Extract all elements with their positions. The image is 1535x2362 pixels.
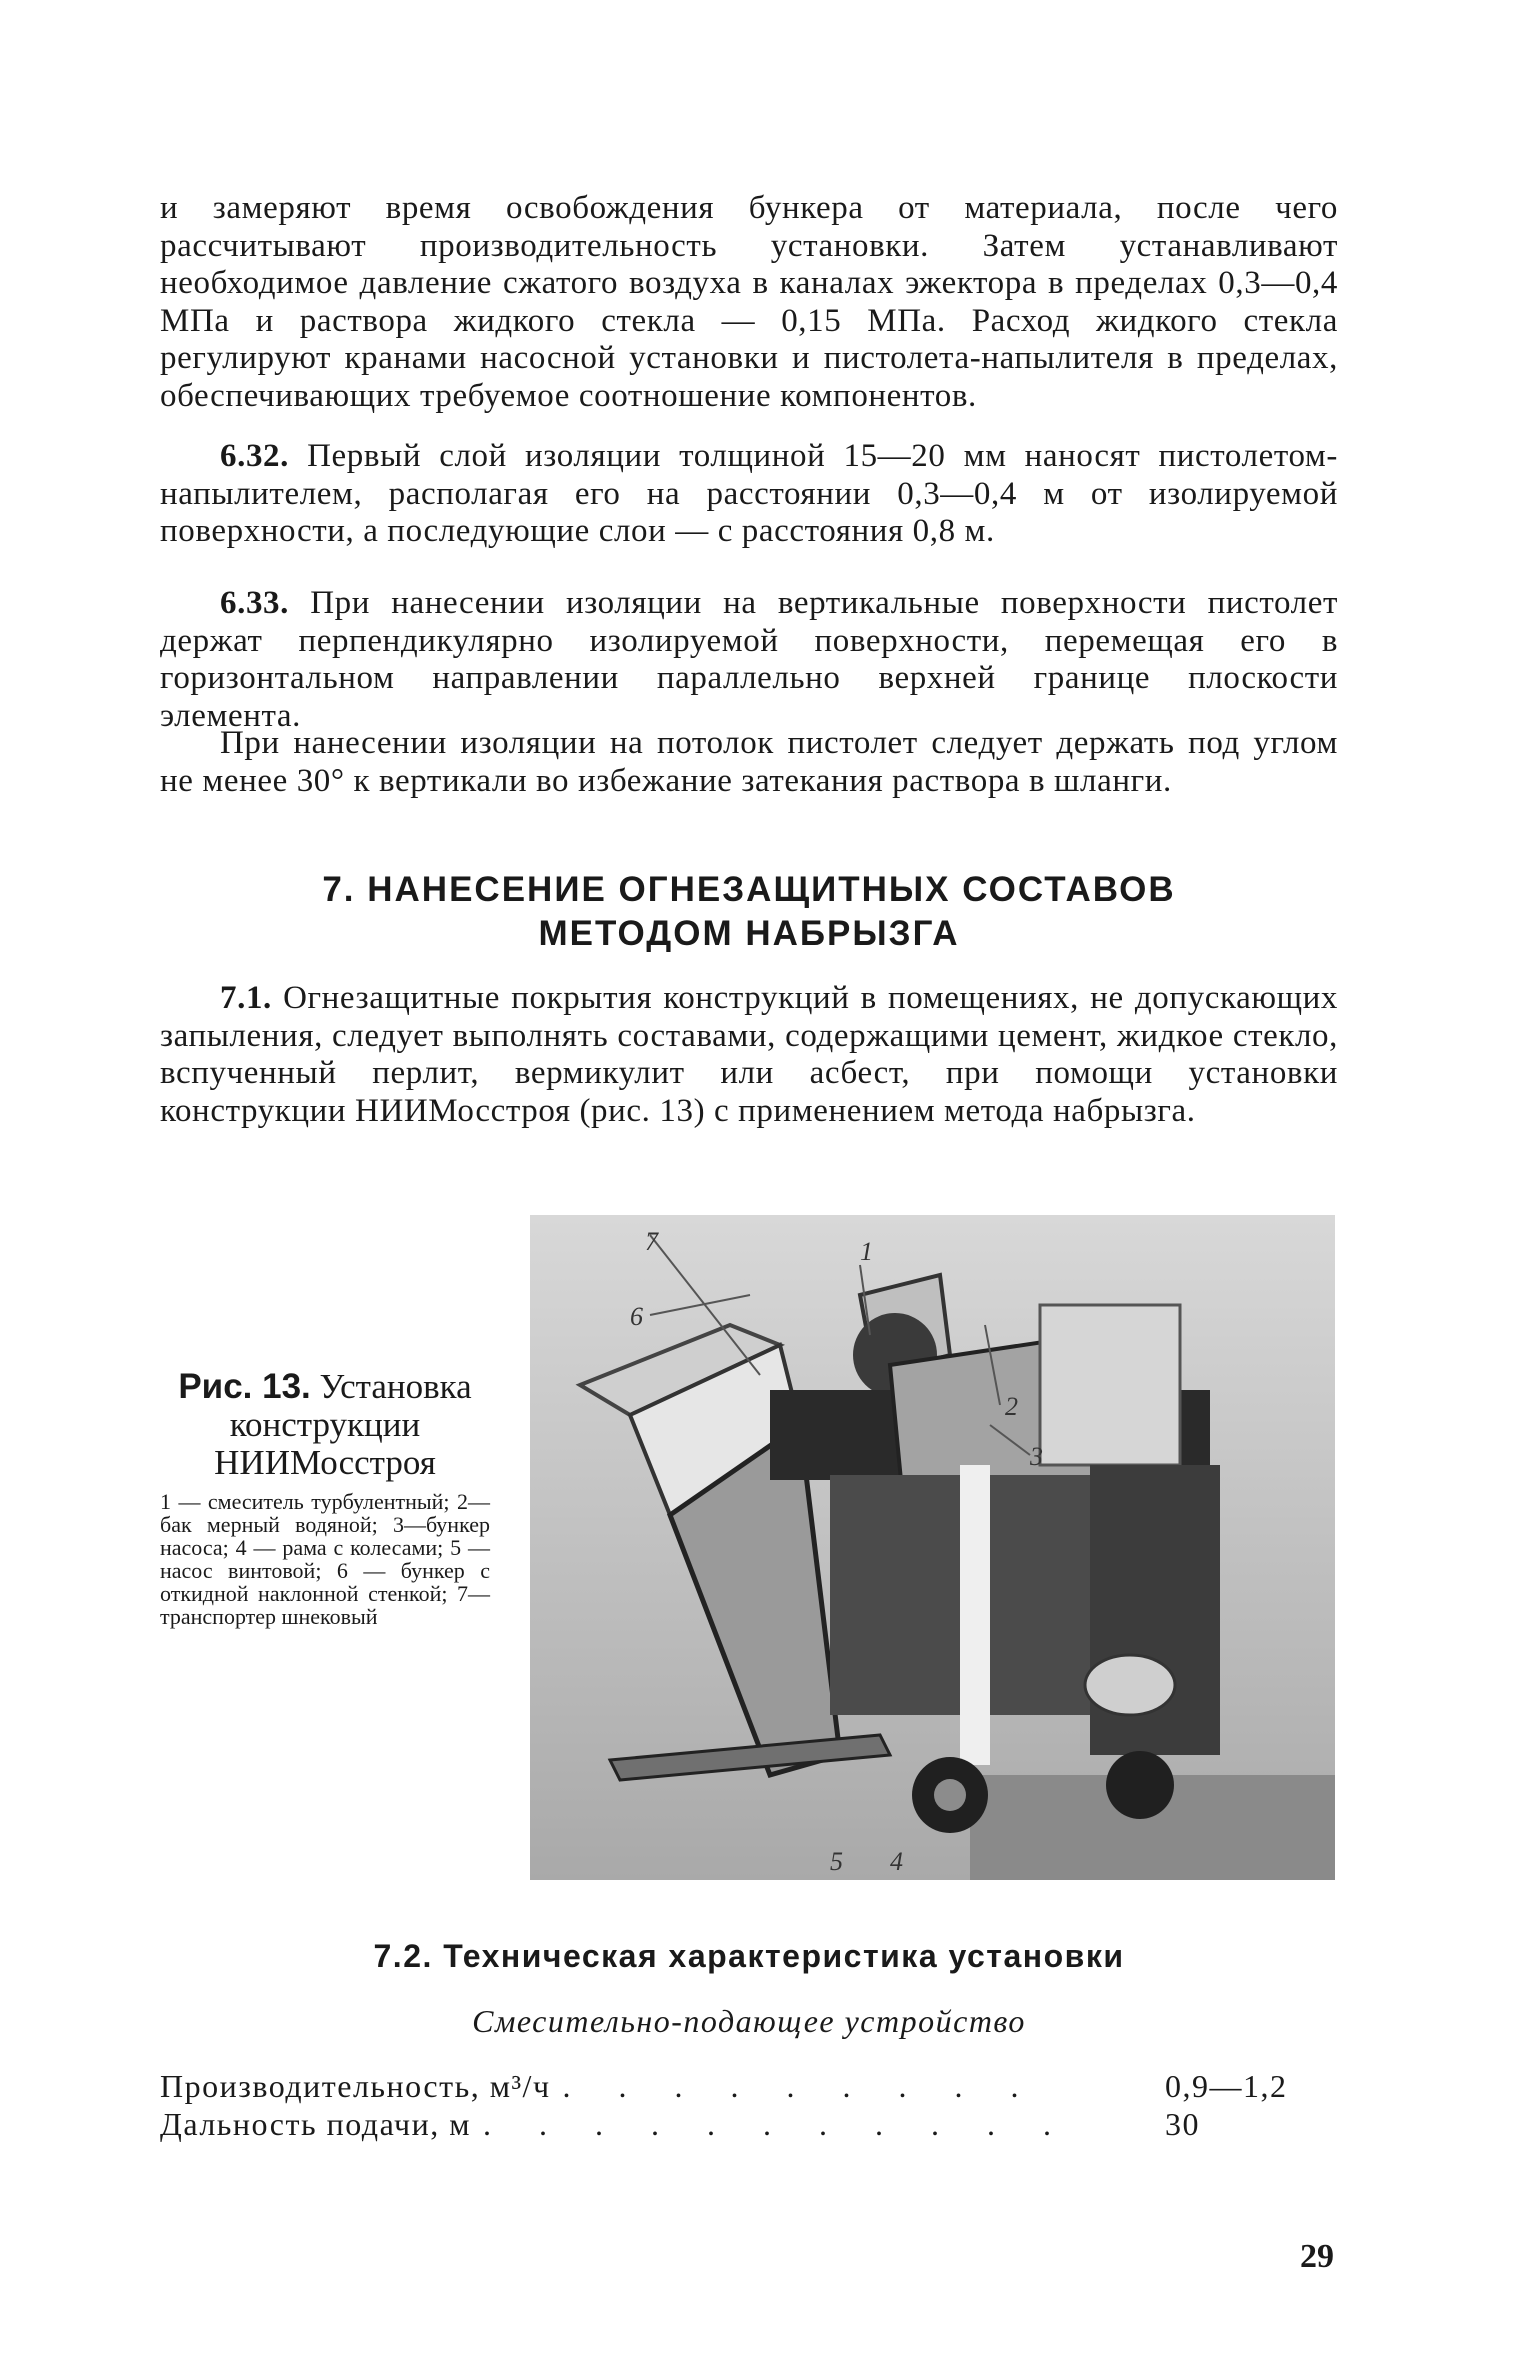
specs-subheading: Смесительно-подающее устройство [472, 2003, 1026, 2039]
callout-1: 1 [860, 1237, 873, 1266]
figure-legend: 1 — смеситель турбулентный; 2—бак мерный водяной; 3—бункер насоса; 4 — рама с колесами; 5 — насос винтовой; 6 — бункер с откидной наклонной стенкой; 7— транспортер шнековый [160, 1489, 490, 1629]
spec-label: Производительность, м³/ч [160, 2068, 551, 2104]
paragraph-6-32 [160, 438, 1338, 551]
spec-leader-dots: . . . . . . . . . [562, 2068, 1039, 2104]
clause-text: Огнезащитные покрытия конструкций в помещениях, не допускающих запыления, следует выполнять составами, содержащими цемент, жидкое стекло, вспученный перлит, вермикулит или асбест, при помощи установки конструкции НИИМосстроя (рис. 13) с применением метода набрызга. [160, 980, 1338, 1129]
paragraph-6-33 [160, 585, 1338, 735]
clause-text: Первый слой изоляции толщиной 15—20 мм наносят пистолетом-напылителем, располагая его на расстоянии 0,3—0,4 м от изолируемой поверхности, а последующие слои — с расстояния 0,8 м. [160, 438, 1338, 549]
callout-5: 5 [830, 1847, 843, 1876]
water-tank-2 [1040, 1305, 1180, 1465]
callout-3: 3 [1030, 1442, 1043, 1471]
spec-row [160, 2106, 1340, 2146]
figure-title: Установка конструкции НИИМосстроя [214, 1367, 472, 1482]
spec-label: Дальность подачи, м [160, 2106, 471, 2142]
figure-caption [160, 1368, 490, 1482]
paragraph-ceiling: При нанесении изоляции на потолок пистолет следует держать под углом не менее 30° к вертикали во избежание затекания раствора в шланги. [160, 725, 1338, 799]
spec-row [160, 2068, 1340, 2108]
spec-value: 30 [1165, 2106, 1200, 2142]
wheel-right [1106, 1751, 1174, 1819]
clause-number: 6.33. [220, 585, 289, 621]
spec-value: 0,9—1,2 [1165, 2068, 1288, 2104]
callout-7: 7 [645, 1227, 658, 1256]
specs-heading: 7.2. Техническая характеристика установки [373, 1938, 1125, 1974]
paragraph-intro: и замеряют время освобождения бункера от материала, после чего рассчитывают производительность установки. Затем устанавливают необходимое давление сжатого воздуха в каналах эжектора в пределах 0,3—0,4 МПа и раствора жидкого стекла — 0,15 МПа. Расход жидкого стекла регулируют кранами насосной установки и пистолета-напылителя в пределах, обеспечивающих требуемое соотношение компонентов. [160, 190, 1338, 414]
equipment-photo-drawing [530, 1215, 1335, 1880]
section-title-line-1: 7. НАНЕСЕНИЕ ОГНЕЗАЩИТНЫХ СОСТАВОВ [322, 870, 1176, 909]
clause-number: 7.1. [220, 980, 272, 1016]
spec-leader-dots: . . . . . . . . . . . [482, 2106, 1071, 2142]
screw-pump-5 [1085, 1655, 1175, 1715]
callout-4: 4 [890, 1847, 903, 1876]
page-number: 29 [1300, 2238, 1334, 2275]
equipment-photo [530, 1215, 1335, 1880]
clause-number: 6.32. [220, 438, 289, 474]
paragraph-7-1 [160, 980, 1338, 1130]
callout-2: 2 [1005, 1392, 1018, 1421]
vertical-post [960, 1465, 990, 1765]
callout-6: 6 [630, 1302, 643, 1331]
clause-text: При нанесении изоляции на вертикальные поверхности пистолет держат перпендикулярно изолируемой поверхности, перемещая его в горизонтальном направлении параллельно верхней границе плоскости элемента. [160, 585, 1338, 734]
figure-label: Рис. 13. [178, 1367, 311, 1406]
wheel-left-hub [934, 1779, 966, 1811]
section-title-line-2: МЕТОДОМ НАБРЫЗГА [538, 914, 960, 953]
